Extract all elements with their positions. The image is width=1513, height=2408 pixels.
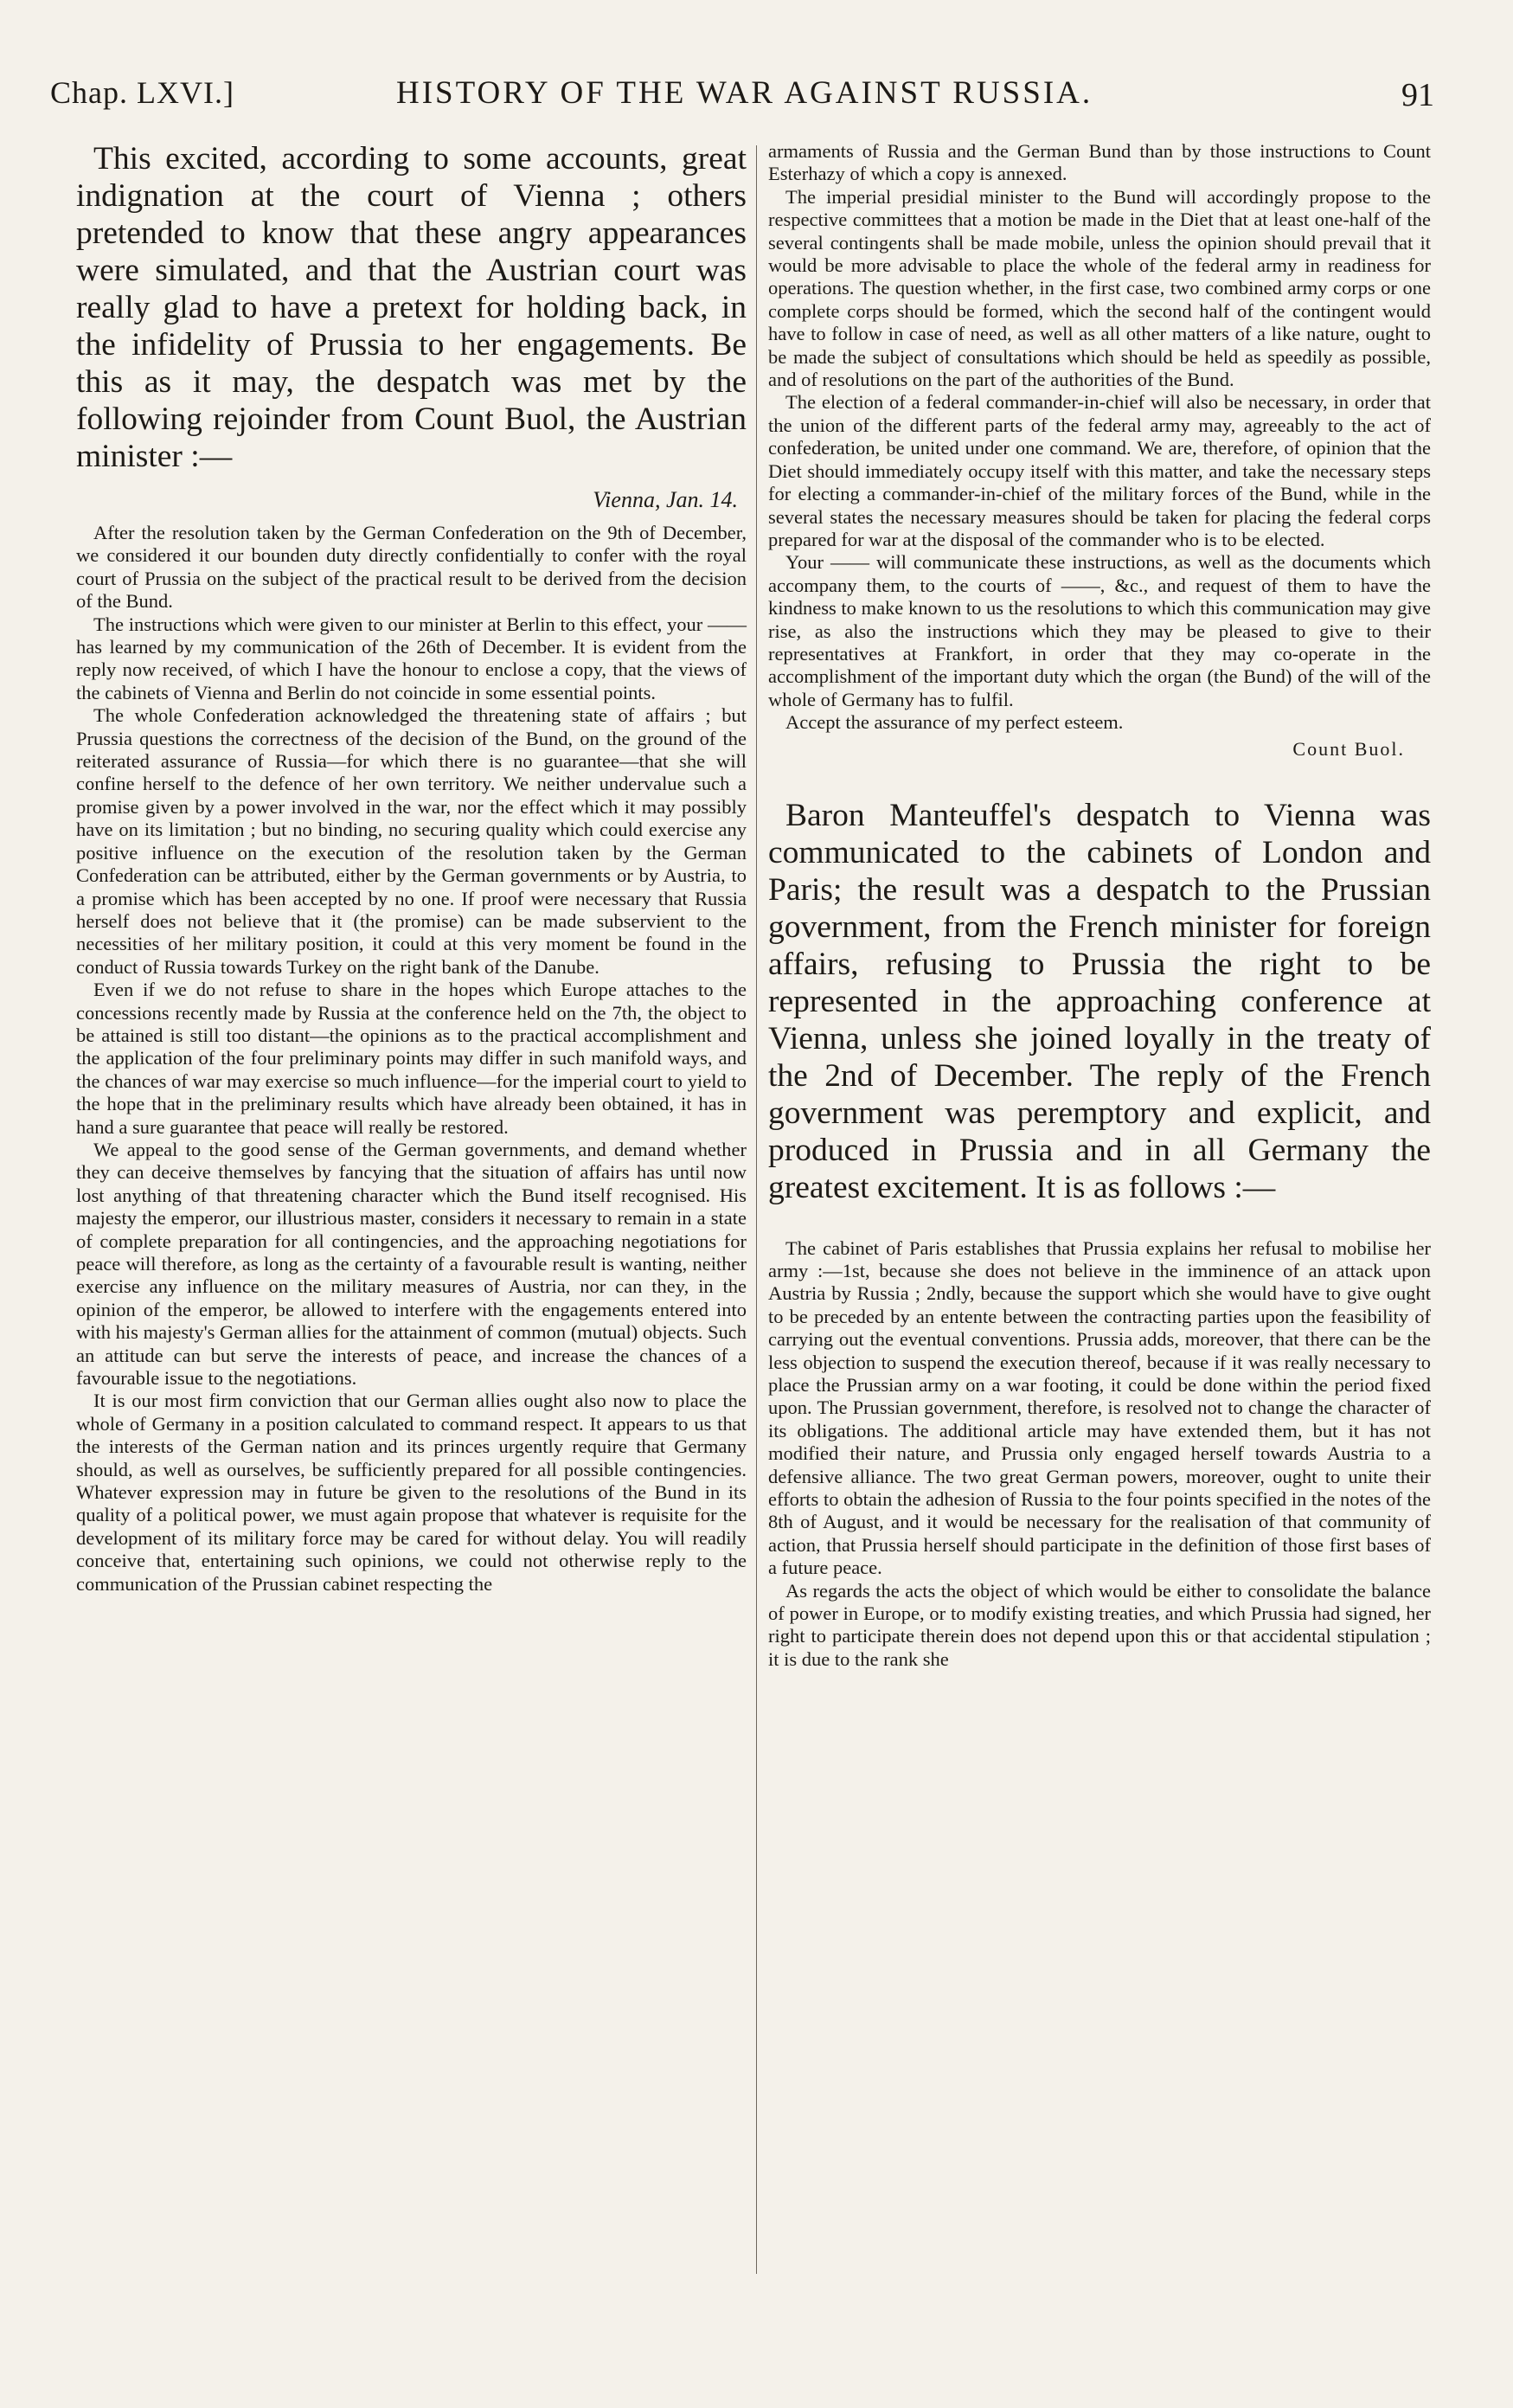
chapter-label: Chap. LXVI.] xyxy=(50,75,234,110)
letter-closing: Accept the assurance of my perfect esteem. xyxy=(785,711,1124,734)
right-column xyxy=(768,140,1431,1671)
letter-paragraph: The election of a federal commander-in-chief will also be necessary, in order that the union of the different parts of the federal army may, agreeably to the act of confederation, be united under one command. We are, therefore, of opinion that the Diet should immediately occupy itself with this matter, and take the necessary steps for electing a commander-in-chief of the military forces of the Bund, while in the several states the necessary measures should be taken for placing the federal corps prepared for war at the disposal of the commander who is to be elected. xyxy=(768,391,1431,550)
letter-signature: Count Buol. xyxy=(1292,737,1405,760)
letter-paragraph: It is our most firm conviction that our German allies ought also now to place the whole of Germany in a position calculated to command respect. It appears to us that the interests of the German nation and its princes urgently require that Germany should, as well as ourselves, be sufficiently prepared for all possible contingencies. Whatever expression may in future be given to the resolutions of the Bund in its quality of a political power, we must again propose that whatever is requisite for the development of its military force may be cared for without delay. You will readily conceive that, entertaining such opinions, we could not otherwise reply to the communication of the Prussian cabinet respecting the xyxy=(76,1390,747,1595)
page-number: 91 xyxy=(1401,77,1434,113)
letter-paragraph: Even if we do not refuse to share in the hopes which Europe attaches to the concessions recently made by Russia at the conference held on the 7th, the object to be attained is still too distant—the opinions as to the practical accomplishment and the application of the four preliminary points may differ in such manifold ways, and the chances of war may exercise so much influence—for the imperial court to yield to the hope that in the preliminary results which have already been obtained, it has in hand a sure guarantee that peace will really be restored. xyxy=(76,979,747,1138)
letter-paragraph: We appeal to the good sense of the German governments, and demand whether they can deceive themselves by fancying that the situation of affairs has until now lost anything of that threatening character which the Bund itself recognised. His majesty the emperor, our illustrious master, considers it necessary to remain in a state of complete preparation for all contingencies, and the approaching negotiations for peace will therefore, as long as the certainty of a favourable result is wanting, neither exercise any influence on the military measures of Austria, nor can they, in the opinion of the emperor, be allowed to interfere with the engagements entered into with his majesty's German allies for the attainment of common (mutual) objects. Such an attitude can but serve the interests of peace, and increase the chances of a favourable issue to the negotiations. xyxy=(76,1138,747,1390)
letter-paragraph: The instructions which were given to our minister at Berlin to this effect, your —— has learned by my communication of the 26th of December. It is evident from the reply now received, of which I have the honour to enclose a copy, that the views of the cabinets of Vienna and Berlin do not coincide in some essential points. xyxy=(76,613,747,703)
page-header xyxy=(50,74,1434,126)
letter-paragraph: Your —— will communicate these instructions, as well as the documents which accompany them, to the courts of ——, &c., and request of them to have the kindness to make known to us the resolutions to which this communication may give rise, as also the instructions which they may be pleased to give to their representatives at Frankfort, in order that they may co-operate in the accomplishment of the important duty which the organ (the Bund) of the will of the whole of Germany has to fulfil. xyxy=(768,551,1431,710)
narrative-paragraph: Baron Manteuffel's despatch to Vienna was communicated to the cabinets of London and Paris; the result was a despatch to the Prussian government, from the French minister for foreign affairs, refusing to Prussia the right to be represented in the approaching conference at Vienna, unless she joined loyally in the treaty of the 2nd of December. The reply of the French government was peremptory and explicit, and produced in Prussia and in all Germany the greatest excitement. It is as follows :— xyxy=(768,797,1431,1205)
running-title: HISTORY OF THE WAR AGAINST RUSSIA. xyxy=(396,75,1093,111)
left-column xyxy=(76,140,747,1596)
despatch-paragraph: As regards the acts the object of which would be either to consolidate the balance of power in Europe, or to modify existing treaties, and which Prussia had signed, her right to participate therein does not depend upon this or that accidental stipulation ; it is due to the rank she xyxy=(768,1579,1431,1670)
letter-paragraph: The whole Confederation acknowledged the threatening state of affairs ; but Prussia questions the correctness of the decision of the Bund, on the ground of the reiterated assurance of Russia—for which there is no guarantee—that she will confine herself to the defence of her own territory. We neither undervalue such a promise given by a power involved in the war, nor the effect which it may possibly have on its limitation ; but no binding, no securing quality which could exercise any positive influence on the execution of the resolution taken by the German Confederation can be attributed, either by the German governments or by Austria, to a promise which has been accepted by no one. If proof were necessary that Russia herself does not believe that it (the promise) can be made subservient to the necessities of her military position, it could at this very moment be found in the conduct of Russia towards Turkey on the right bank of the Danube. xyxy=(76,704,747,978)
letter-paragraph: After the resolution taken by the German Confederation on the 9th of December, we considered it our bounden duty directly confidentially to confer with the royal court of Prussia on the subject of the practical result to be derived from the decision of the Bund. xyxy=(76,522,747,613)
intro-paragraph: This excited, according to some accounts, great indignation at the court of Vienna ; others pretended to know that these angry appearances were simulated, and that the Austrian court was really glad to have a pretext for holding back, in the infidelity of Prussia to her engagements. Be this as it may, the despatch was met by the following rejoinder from Count Buol, the Austrian minister :— xyxy=(76,141,747,474)
letter-paragraph: armaments of Russia and the German Bund than by those instructions to Count Esterhazy of which a copy is annexed. xyxy=(768,140,1431,185)
letter-dateline: Vienna, Jan. 14. xyxy=(593,487,738,512)
letter-paragraph: The imperial presidial minister to the Bund will accordingly propose to the respective committees that a motion be made in the Diet that at least one-half of the several contingents shall be made mobile, unless the opinion should prevail that it would be more advisable to place the whole of the federal army in readiness for operations. The question whether, in the first case, two combined army corps or one complete corps should be formed, which the second half of the contingent would have to follow in case of need, as well as all other matters of a like nature, ought to be made the subject of consultations which should be held as speedily as possible, and of resolutions on the part of the authorities of the Bund. xyxy=(768,185,1431,391)
column-divider xyxy=(756,145,757,2274)
despatch-paragraph: The cabinet of Paris establishes that Prussia explains her refusal to mobilise her army :—1st, because she does not believe in the imminence of an attack upon Austria by Russia ; 2ndly, because the support which she would have to give ought to be preceded by an entente between the contracting parties upon the feasibility of carrying out the eventual conventions. Prussia adds, moreover, that there can be the less objection to suspend the execution thereof, because if it was really necessary to place the Prussian army on a war footing, it could be done within the period fixed upon. The Prussian government, therefore, is resolved not to change the character of its obligations. The additional article may have extended them, but it has not modified their nature, and Prussia only engaged herself towards Austria to a defensive alliance. The two great German powers, moreover, ought to unite their efforts to obtain the adhesion of Russia to the four points specified in the notes of the 8th of August, and it would be necessary for the realisation of that community of action, that Prussia herself should participate in the definition of those first bases of a future peace. xyxy=(768,1236,1431,1579)
